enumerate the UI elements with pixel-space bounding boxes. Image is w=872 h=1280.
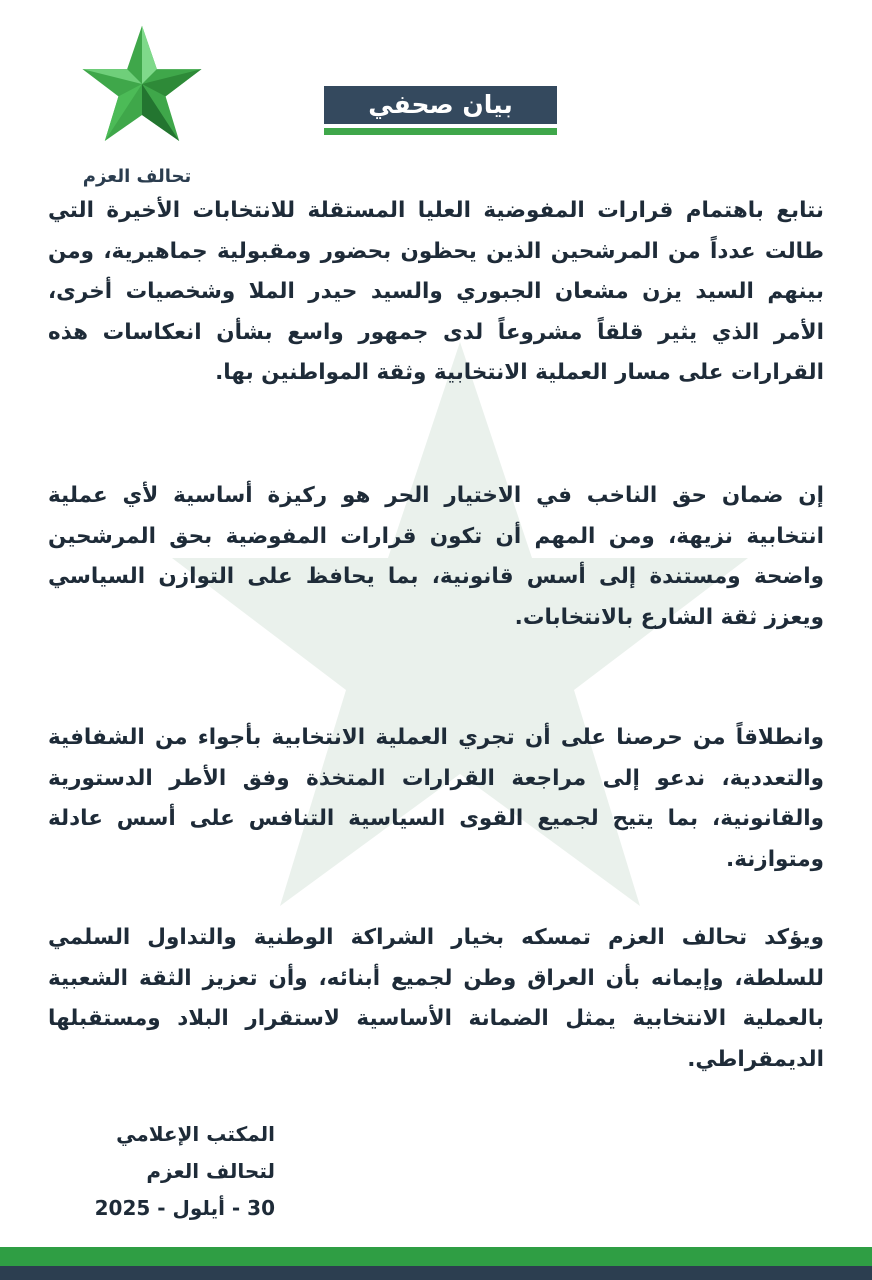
green-star-icon [80,22,204,146]
logo-text: تحالف العزم [82,166,192,187]
page-title: بيان صحفي [324,86,557,124]
footer-dark-bar [0,1266,872,1280]
title-underline [324,128,557,135]
paragraph-2: إن ضمان حق الناخب في الاختيار الحر هو ركيزة أساسية لأي عملية انتخابية نزيهة، ومن المهم أن تكون قرارات المفوضية بحق المرشحين واضحة ومستندة إلى أسس قانونية، بما يحافظ على التوازن السياسي ويعزز ثقة الشارع بالانتخابات. [48,483,824,630]
footer-green-bar [0,1247,872,1266]
signature-date: 30 - أيلول - 2025 [94,1196,275,1220]
paragraph-4: ويؤكد تحالف العزم تمسكه بخيار الشراكة الوطنية والتداول السلمي للسلطة، وإيمانه بأن العراق وطن لجميع أبنائه، وأن تعزيز الثقة الشعبية بالعملية الانتخابية يمثل الضمانة الأساسية لاستقرار البلاد ومستقبلها الديمقراطي. [48,925,824,1072]
paragraph-3: وانطلاقاً من حرصنا على أن تجري العملية الانتخابية بأجواء من الشفافية والتعددية، ندعو إلى مراجعة القرارات المتخذة وفق الأطر الدستورية والقانونية، بما يتيح لجميع القوى السياسية التنافس على أسس عادلة ومتوازنة. [48,725,824,872]
logo [70,22,210,192]
signature-office: المكتب الإعلامي [116,1122,275,1146]
signature-party: لتحالف العزم [146,1159,275,1183]
paragraph-1: نتابع باهتمام قرارات المفوضية العليا المستقلة للانتخابات الأخيرة التي طالت عدداً من المرشحين الذين يحظون بحضور ومقبولية جماهيرية، ومن بينهم السيد يزن مشعان الجبوري والسيد حيدر الملا وشخصيات أخرى، الأمر الذي يثير قلقاً مشروعاً لدى جمهور واسع بشأن انعكاسات هذه القرارات على مسار العملية الانتخابية وثقة المواطنين بها. [48,198,824,385]
signature-block [60,1116,275,1227]
